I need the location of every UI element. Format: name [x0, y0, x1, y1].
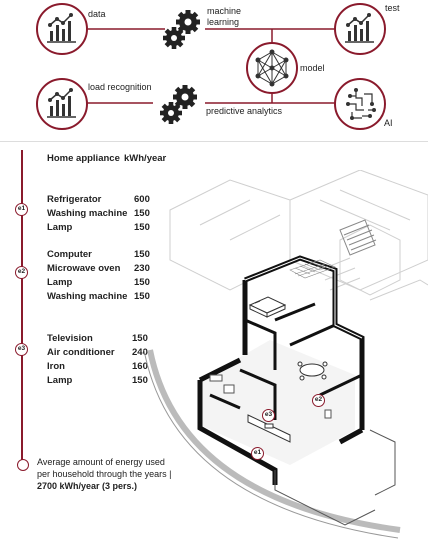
appliance-name: Television: [47, 333, 93, 344]
appliance-value: 150: [134, 277, 150, 288]
appliance-name: Computer: [47, 249, 92, 260]
appliance-name: Lamp: [47, 375, 73, 386]
model-label: model: [300, 63, 325, 73]
summary-line2: per household through the years |: [37, 469, 172, 479]
appliance-name: Microwave oven: [47, 263, 121, 274]
appliance-name: Washing machine: [47, 208, 128, 219]
header-value: kWh/year: [124, 153, 167, 164]
timeline-badge-e1: e1: [15, 203, 28, 216]
model-node: [246, 42, 298, 94]
summary-line1: Average amount of energy used: [37, 457, 165, 467]
timeline-badge-e2: e2: [15, 266, 28, 279]
appliance-value: 150: [134, 222, 150, 233]
gears-icon: [160, 8, 208, 52]
network-icon: [248, 44, 296, 92]
appliance-name: Refrigerator: [47, 194, 102, 205]
appliance-value: 150: [132, 333, 148, 344]
bar-chart-icon: [336, 5, 384, 53]
plan-badge-e1: e1: [251, 447, 264, 460]
appliance-value: 160: [132, 361, 148, 372]
load-recognition-node: [36, 78, 88, 130]
machine-learning-label: machine learning: [207, 6, 242, 27]
bar-chart-icon: [38, 5, 86, 53]
timeline-badge-e3: e3: [15, 343, 28, 356]
load-recognition-label: load recognition: [88, 82, 152, 92]
appliance-value: 150: [132, 375, 148, 386]
test-label: test: [385, 3, 400, 13]
appliance-name: Lamp: [47, 277, 73, 288]
appliance-value: 230: [134, 263, 150, 274]
bar-chart-icon: [38, 80, 86, 128]
header-appliance: Home appliance: [47, 153, 120, 164]
circuit-brain-icon: [336, 80, 384, 128]
summary-line3: 2700 kWh/year (3 pers.): [37, 481, 138, 491]
data-node: [36, 3, 88, 55]
test-node: [334, 3, 386, 55]
timeline-line: [21, 150, 23, 460]
plan-badge-e3: e3: [262, 409, 275, 422]
data-label: data: [88, 9, 106, 19]
appliance-name: Washing machine: [47, 291, 128, 302]
appliance-name: Iron: [47, 361, 65, 372]
plan-badge-e2: e2: [312, 394, 325, 407]
appliance-value: 150: [134, 249, 150, 260]
timeline-end-circle: [17, 459, 29, 471]
appliance-value: 150: [134, 291, 150, 302]
ai-label: AI: [384, 118, 393, 128]
appliance-value: 240: [132, 347, 148, 358]
floor-plan: [140, 170, 428, 550]
gears-icon: [157, 83, 205, 127]
appliance-value: 150: [134, 208, 150, 219]
appliance-name: Lamp: [47, 222, 73, 233]
divider: [0, 141, 428, 142]
appliance-value: 600: [134, 194, 150, 205]
ai-node: [334, 78, 386, 130]
appliance-name: Air conditioner: [47, 347, 115, 358]
predictive-analytics-label: predictive analytics: [206, 106, 283, 116]
